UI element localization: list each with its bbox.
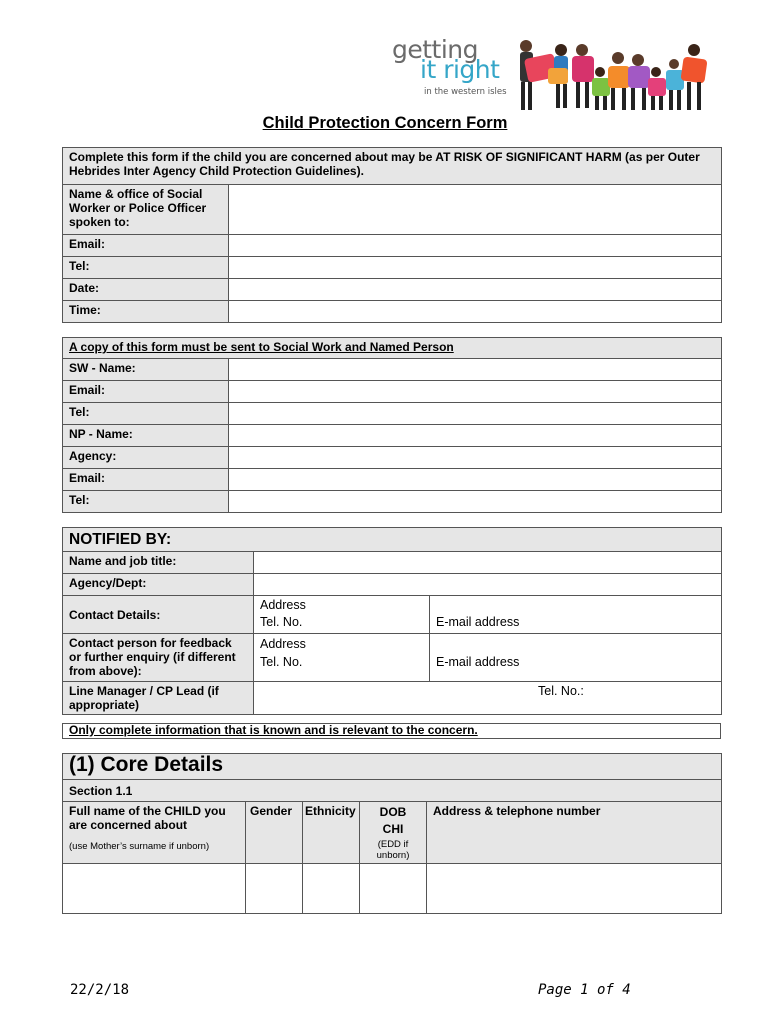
child-name-input[interactable] <box>63 864 246 914</box>
footer-page-number: Page 1 of 4 <box>538 982 631 998</box>
field-input[interactable] <box>229 469 722 491</box>
col-child-name-label: Full name of the CHILD you are concerned about <box>69 804 226 832</box>
field-label: Name and job title: <box>63 552 254 574</box>
children-illustration-icon <box>516 38 708 114</box>
field-input[interactable] <box>229 257 722 279</box>
field-label: Name & office of Social Worker or Police Officer spoken to: <box>63 185 229 235</box>
email-label: E-mail address <box>436 615 520 629</box>
field-input[interactable] <box>229 381 722 403</box>
logo <box>388 35 710 114</box>
field-input[interactable] <box>229 279 722 301</box>
logo-line-1: getting <box>392 35 479 64</box>
intro-text: Complete this form if the child you are concerned about may be AT RISK OF SIGNIFICANT HARM (as per Outer Hebrides Inter Agency Child Protection Guidelines). <box>63 148 722 185</box>
field-input[interactable] <box>229 425 722 447</box>
field-input[interactable] <box>229 491 722 513</box>
relevance-note: Only complete information that is known and is relevant to the concern. <box>69 723 478 737</box>
field-label: Agency/Dept: <box>63 574 254 596</box>
footer-date: 22/2/18 <box>70 982 130 998</box>
email-label: E-mail address <box>436 655 520 669</box>
notified-by-heading: NOTIFIED BY: <box>69 530 172 548</box>
field-label: Tel: <box>63 491 229 513</box>
field-label: Email: <box>63 469 229 491</box>
field-label: Tel: <box>63 403 229 425</box>
tel-label: Tel. No. <box>260 615 303 629</box>
ethnicity-input[interactable] <box>303 864 360 914</box>
field-label: Email: <box>63 235 229 257</box>
tel-label: Tel. No. <box>260 655 303 669</box>
field-label: SW - Name: <box>63 359 229 381</box>
core-details-table <box>62 753 722 914</box>
col-child-name-note: (use Mother’s surname if unborn) <box>69 841 210 852</box>
field-label: Contact Details: <box>63 596 254 634</box>
copy-recipients-table <box>62 337 722 513</box>
field-label: Tel: <box>63 257 229 279</box>
contact-email-cell[interactable] <box>430 596 722 634</box>
field-input[interactable] <box>229 403 722 425</box>
logo-line-2: it right <box>420 55 500 84</box>
field-input[interactable] <box>229 301 722 323</box>
manager-tel-label: Tel. No.: <box>538 684 584 698</box>
field-label: Agency: <box>63 447 229 469</box>
logo-line-3: in the western isles <box>424 87 507 97</box>
feedback-email-cell[interactable] <box>430 634 722 682</box>
referral-contact-table <box>62 147 722 323</box>
address-label: Address <box>260 598 306 612</box>
gender-input[interactable] <box>246 864 303 914</box>
col-child-name <box>63 802 246 864</box>
core-details-heading: (1) Core Details <box>69 753 224 776</box>
address-label: Address <box>260 637 306 651</box>
field-input[interactable] <box>229 359 722 381</box>
col-gender: Gender <box>246 802 303 864</box>
field-input[interactable] <box>229 235 722 257</box>
address-input[interactable] <box>427 864 722 914</box>
notified-by-table <box>62 527 722 715</box>
field-label: Email: <box>63 381 229 403</box>
col-dob <box>360 802 427 864</box>
field-label: Date: <box>63 279 229 301</box>
field-input[interactable] <box>229 447 722 469</box>
page-title: Child Protection Concern Form <box>262 114 508 132</box>
dob-input[interactable] <box>360 864 427 914</box>
col-dob-label: DOB <box>379 805 407 819</box>
col-ethnicity: Ethnicity <box>303 802 360 864</box>
contact-address-cell[interactable] <box>254 596 430 634</box>
col-address: Address & telephone number <box>427 802 722 864</box>
section-label: Section 1.1 <box>63 780 722 802</box>
name-job-input[interactable] <box>254 552 722 574</box>
agency-input[interactable] <box>254 574 722 596</box>
col-chi-label: CHI <box>382 822 404 836</box>
field-label: Line Manager / CP Lead (if appropriate) <box>63 682 254 715</box>
field-label: Time: <box>63 301 229 323</box>
copy-notice: A copy of this form must be sent to Social Work and Named Person <box>69 340 454 354</box>
field-label: Contact person for feedback or further enquiry (if different from above): <box>63 634 254 682</box>
field-label: NP - Name: <box>63 425 229 447</box>
note-box <box>62 723 721 739</box>
col-dob-note: (EDD if unborn) <box>376 839 410 861</box>
field-input[interactable] <box>229 185 722 235</box>
manager-input[interactable] <box>254 682 722 715</box>
feedback-address-cell[interactable] <box>254 634 430 682</box>
